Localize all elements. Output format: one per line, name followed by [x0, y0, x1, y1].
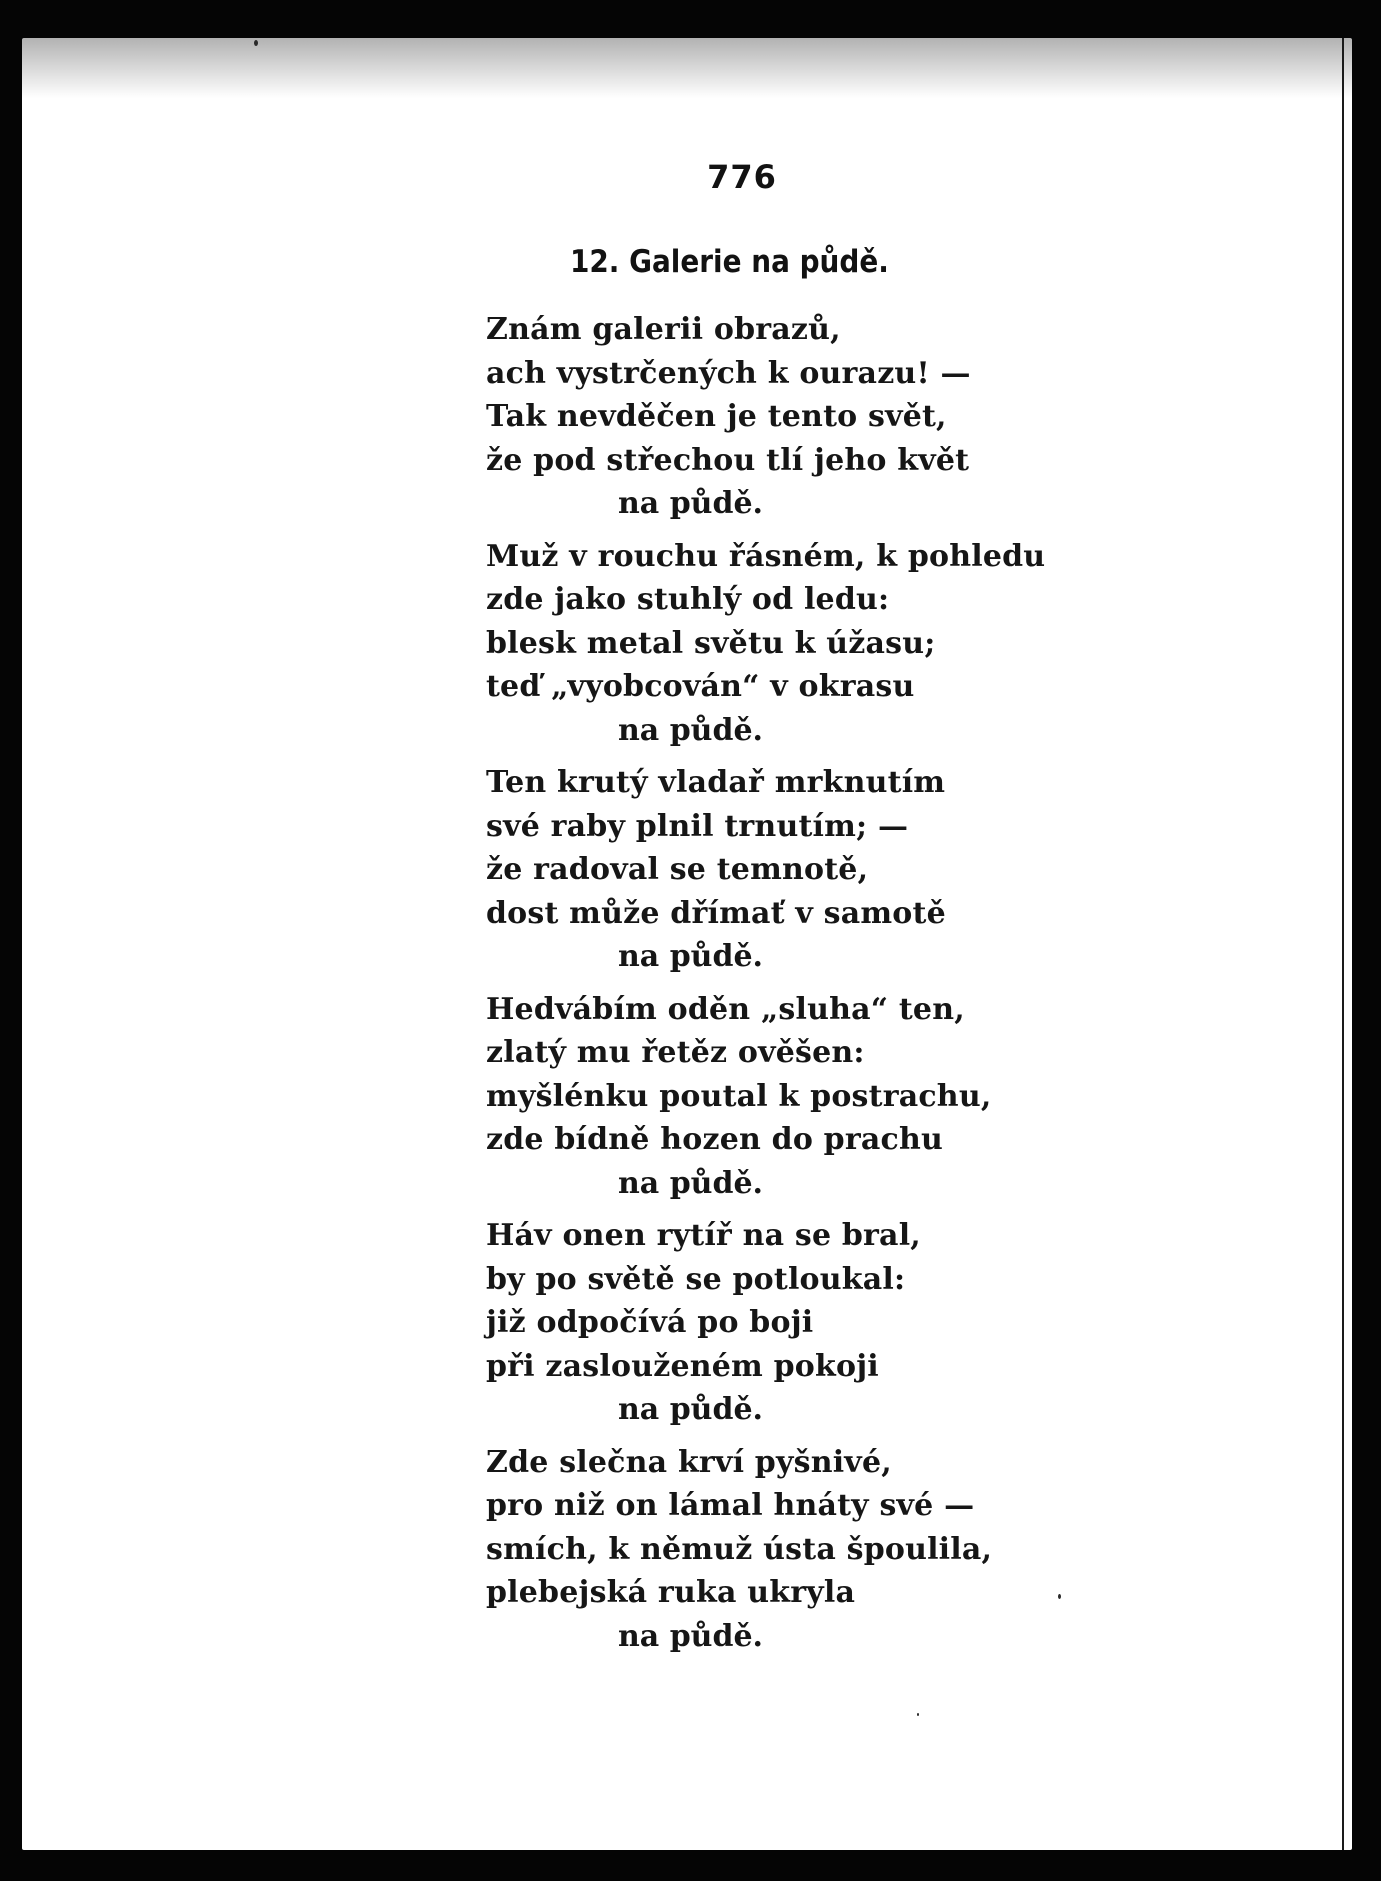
- verse-line: Znám galerii obrazů,: [486, 312, 841, 347]
- stanza: [486, 988, 1106, 1206]
- verse-line: Zde slečna krví pyšnivé,: [486, 1444, 892, 1480]
- verse-line: zlatý mu řetěz ověšen:: [486, 1035, 865, 1070]
- verse-line: Hedvábím oděn „sluha“ ten,: [486, 991, 965, 1027]
- verse-line: pro niž on lámal hnáty své —: [486, 1488, 975, 1523]
- stanza: [486, 761, 1106, 979]
- verse-line: Háv onen rytíř na se bral,: [486, 1218, 921, 1253]
- verse-line: Muž v rouchu řásném, k pohledu: [486, 538, 1046, 574]
- refrain-line: na půdě.: [618, 939, 763, 974]
- verse-line: že radoval se temnotě,: [486, 852, 869, 887]
- verse-line: ach vystrčených k ourazu! —: [486, 355, 971, 391]
- refrain-line: na půdě.: [618, 712, 763, 748]
- stanza: [486, 308, 1106, 526]
- refrain-line: na půdě.: [618, 486, 763, 521]
- page-paper: [22, 38, 1352, 1850]
- poem-body: [486, 308, 1106, 1667]
- refrain-line: na půdě.: [618, 1165, 763, 1201]
- stanza: [486, 535, 1106, 753]
- verse-line: by po světě se potloukal:: [486, 1261, 906, 1297]
- verse-line: Tak nevděčen je tento svět,: [486, 399, 947, 434]
- verse-line: Ten krutý vladař mrknutím: [486, 765, 946, 800]
- verse-line: blesk metal světu k úžasu;: [486, 625, 936, 661]
- verse-line: dost může dřímať v samotě: [486, 895, 946, 931]
- page-number: 776: [707, 158, 777, 196]
- stanza: [486, 1441, 1106, 1659]
- verse-line: plebejská ruka ukryla: [486, 1575, 856, 1610]
- verse-line: již odpočívá po boji: [486, 1305, 814, 1340]
- page-content: [22, 38, 1352, 1850]
- verse-line: své raby plnil trnutím; —: [486, 808, 909, 844]
- refrain-line: na půdě.: [618, 1618, 763, 1654]
- verse-line: myšlénku poutal k postrachu,: [486, 1078, 992, 1114]
- verse-line: zde jako stuhlý od ledu:: [486, 582, 890, 617]
- poem-title: 12. Galerie na půdě.: [570, 244, 889, 280]
- stanza: [486, 1214, 1106, 1432]
- verse-line: při zaslouženém pokoji: [486, 1348, 879, 1384]
- verse-line: zde bídně hozen do prachu: [486, 1122, 943, 1157]
- verse-line: smích, k němuž ústa špoulila,: [486, 1531, 993, 1567]
- verse-line: teď „vyobcován“ v okrasu: [486, 669, 915, 704]
- verse-line: že pod střechou tlí jeho květ: [486, 442, 970, 478]
- refrain-line: na půdě.: [618, 1392, 763, 1427]
